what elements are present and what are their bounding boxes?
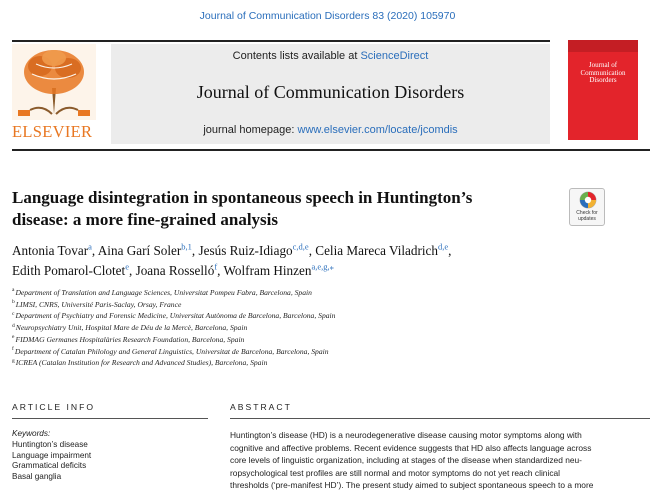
- author-separator: ,: [191, 243, 199, 258]
- abstract-line: ropsychological test profiles are still normal and motor symptoms do not yet reach clinical: [230, 467, 561, 478]
- author-separator: ,: [128, 263, 136, 278]
- article-info-heading: ARTICLE INFO: [12, 402, 96, 412]
- article-title: [12, 187, 552, 231]
- elsevier-wordmark: ELSEVIER: [12, 122, 93, 141]
- abstract-line: cognitive and affective problems. Recent evidence suggests that HD also affects language across: [230, 442, 592, 453]
- affiliation-text: Department of Psychiatry and Forensic Medicine, Universitat Autònoma de Barcelona, Barcelona, Spain: [15, 311, 336, 321]
- header-rule-top: [12, 40, 550, 42]
- affiliation-item: [12, 322, 612, 334]
- cover-title-line: Disorders: [589, 76, 617, 84]
- affiliation-key: c: [12, 310, 15, 317]
- affiliation-item: [12, 334, 612, 346]
- affiliation-key: g: [12, 357, 15, 364]
- author[interactable]: [136, 263, 218, 278]
- affiliation-text: Department of Catalan Philology and General Linguistics, Universitat de Barcelona, Barcelona, Spain: [14, 346, 329, 356]
- affiliation-key: b: [12, 299, 15, 306]
- affiliation-item: [12, 357, 612, 369]
- keywords-list: [12, 429, 208, 483]
- keyword-item: Basal ganglia: [12, 472, 62, 482]
- sciencedirect-link[interactable]: ScienceDirect: [360, 50, 429, 62]
- author[interactable]: [12, 243, 92, 258]
- author-row: [12, 261, 632, 281]
- affiliation-text: Neuropsychiatry Unit, Hospital Mare de Déu de la Mercè, Barcelona, Spain: [15, 323, 248, 333]
- journal-cover-thumbnail[interactable]: [568, 40, 638, 140]
- homepage-prefix: journal homepage:: [203, 124, 298, 136]
- abstract-heading: ABSTRACT: [230, 402, 292, 412]
- contents-line: [111, 50, 550, 62]
- author-affil-sup[interactable]: e: [125, 261, 129, 272]
- affiliation-key: f: [12, 345, 14, 352]
- crossmark-line: Check for: [576, 210, 598, 216]
- author[interactable]: [315, 243, 448, 258]
- journal-masthead: [111, 44, 550, 144]
- abstract-line: Huntington’s disease (HD) is a neurodegenerative disease causing motor symptoms along with: [230, 430, 582, 440]
- author-separator: ,: [91, 243, 98, 258]
- journal-citation[interactable]: Journal of Communication Disorders 83 (2020) 105970: [199, 10, 456, 22]
- homepage-line: [111, 124, 550, 136]
- keyword-item: Grammatical deficits: [12, 461, 87, 471]
- title-line: disease: a more fine-grained analysis: [12, 210, 279, 229]
- author-affil-sup[interactable]: a: [88, 241, 92, 252]
- cover-top-band: [568, 40, 638, 52]
- article-info-rule: [12, 418, 208, 419]
- author[interactable]: [12, 263, 129, 278]
- header-rule-bottom: [12, 149, 650, 151]
- author-affil-sup[interactable]: f: [214, 261, 218, 272]
- check-for-updates-button[interactable]: [569, 188, 605, 226]
- author-affil-sup[interactable]: d,e: [438, 241, 449, 252]
- affiliation-item: [12, 287, 612, 299]
- author-separator: ,: [308, 243, 316, 258]
- title-line: Language disintegration in spontaneous speech in Huntington’s: [12, 188, 473, 207]
- affiliation-key: d: [12, 322, 15, 329]
- author-name[interactable]: Joana Rosselló: [135, 263, 215, 278]
- cover-title-line: Journal of: [588, 61, 618, 69]
- author-name[interactable]: Wolfram Hinzen: [223, 263, 312, 278]
- affiliation-item: [12, 310, 612, 322]
- author-affil-sup[interactable]: c,d,e: [292, 241, 309, 252]
- affiliation-text: LIMSI, CNRS, Université Paris-Saclay, Orsay, France: [15, 299, 182, 309]
- crossmark-icon: [579, 191, 597, 209]
- author-separator: ,: [448, 243, 452, 258]
- affiliation-item: [12, 346, 612, 358]
- keyword-item: Huntington’s disease: [12, 439, 88, 449]
- author-affil-sup[interactable]: a,e,g,⁎: [311, 261, 334, 272]
- author-name[interactable]: Jesús Ruiz-Idiago: [198, 243, 293, 258]
- author-affil-sup[interactable]: b,1: [181, 241, 192, 252]
- author-name[interactable]: Celia Mareca Viladrich: [315, 243, 439, 258]
- abstract-rule: [230, 418, 650, 419]
- abstract-text: [230, 429, 650, 492]
- keywords-label: Keywords:: [12, 429, 51, 438]
- author[interactable]: [199, 243, 309, 258]
- author-name[interactable]: Antonia Tovar: [12, 243, 89, 258]
- author[interactable]: [98, 243, 192, 258]
- affiliation-text: Department of Translation and Language Sciences, Universitat Pompeu Fabra, Barcelona, Spain: [15, 288, 312, 297]
- affiliation-text: ICREA (Catalan Institution for Research and Advanced Studies), Barcelona, Spain: [15, 358, 268, 368]
- cover-title: [568, 62, 638, 85]
- abstract-line: thresholds (‘pre-manifest HD’). The present study aimed to subject spontaneous speech to a more: [230, 480, 594, 490]
- affiliation-key: a: [12, 287, 15, 294]
- affiliation-text: FIDMAG Germanes Hospitalàries Research Foundation, Barcelona, Spain: [15, 334, 245, 344]
- journal-name: Journal of Communication Disorders: [196, 82, 465, 102]
- abstract-line: core levels of linguistic organization, including at stages of the disease when standardized neu-: [230, 455, 582, 465]
- author[interactable]: [224, 263, 334, 278]
- author-name[interactable]: Aina Garí Soler: [97, 243, 182, 258]
- contents-prefix: Contents lists available at: [232, 50, 361, 62]
- crossmark-line: updates: [578, 215, 596, 222]
- journal-homepage-link[interactable]: www.elsevier.com/locate/jcomdis: [297, 124, 458, 136]
- author-name[interactable]: Edith Pomarol-Clotet: [12, 263, 126, 278]
- affiliation-list: [12, 287, 612, 369]
- keyword-item: Language impairment: [12, 450, 92, 460]
- crossmark-label: [570, 211, 604, 222]
- affiliation-key: e: [12, 334, 15, 341]
- cover-title-line: Communication: [580, 68, 626, 77]
- affiliation-item: [12, 299, 612, 311]
- author-row: [12, 241, 632, 261]
- author-list: [12, 241, 632, 281]
- author-separator: ,: [217, 263, 224, 278]
